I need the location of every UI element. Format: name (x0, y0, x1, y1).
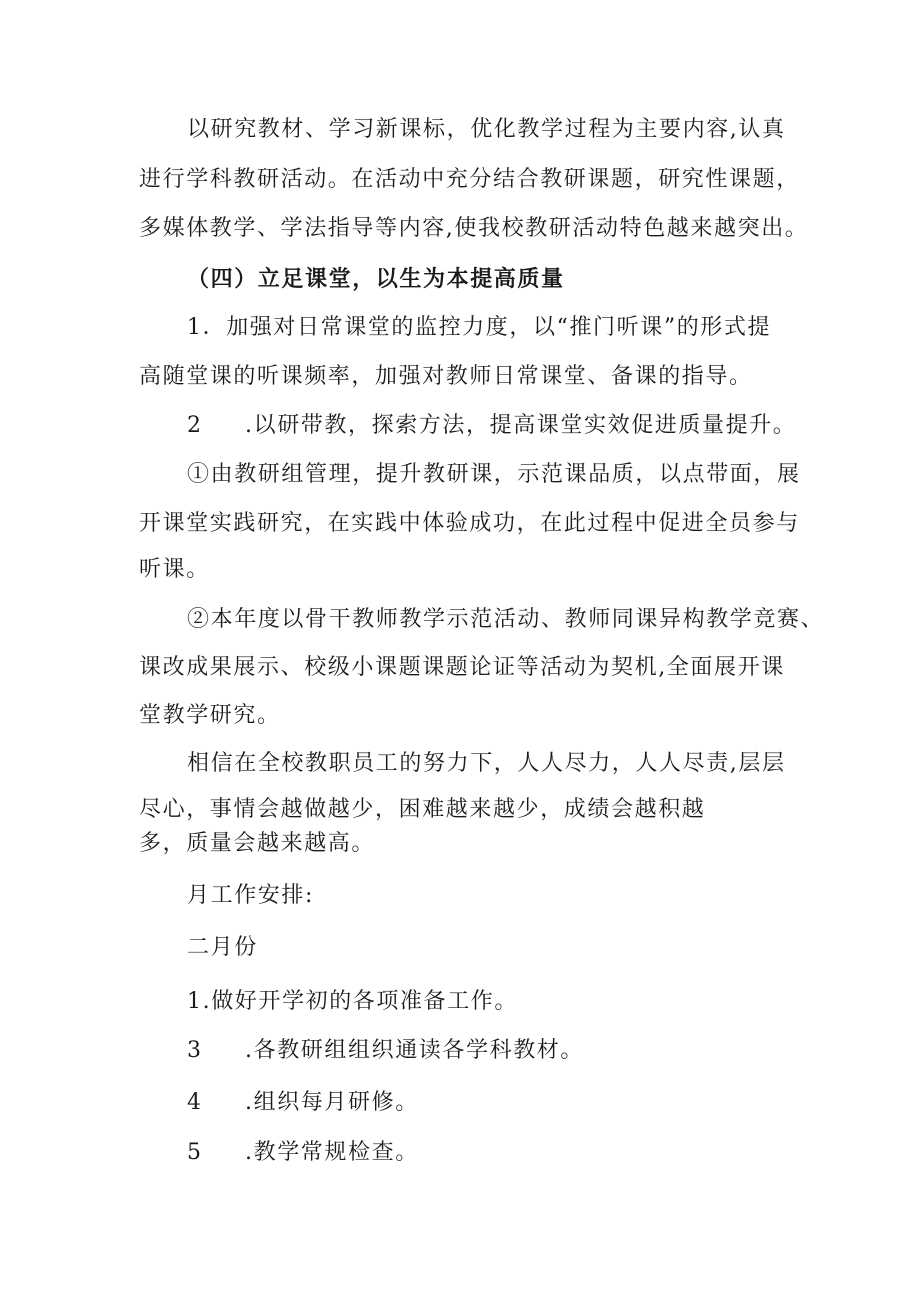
paragraph-line: 开课堂实践研究，在实践中体验成功，在此过程中促进全员参与 (139, 511, 800, 536)
item-text: .教学常规检查。 (245, 1140, 419, 1165)
item-number: 2 (187, 413, 203, 438)
paragraph-line: 以研究教材、学习新课标，优化教学过程为主要内容,认真 (187, 117, 786, 142)
schedule-item (187, 1139, 419, 1167)
paragraph-line: 多，质量会越来越高。 (139, 831, 376, 856)
item-number: 5 (187, 1140, 203, 1165)
paragraph-line: 听课。 (139, 557, 210, 582)
item-text: .以研带教，探索方法，提高课堂实效促进质量提升。 (245, 413, 797, 438)
item-number: 3 (187, 1038, 203, 1063)
paragraph-line: 相信在全校教职员工的努力下，人人尽力，人人尽责,层层 (187, 751, 786, 776)
item-number: 4 (187, 1090, 203, 1115)
section-heading: （四）立足课堂，以生为本提高质量 (187, 266, 565, 292)
schedule-title: 月工作安排: (187, 883, 315, 908)
item-text: .各教研组组织通读各学科教材。 (245, 1038, 584, 1063)
schedule-item (187, 988, 518, 1016)
numbered-item (187, 412, 796, 440)
paragraph-line: 1．加强对日常课堂的监控力度，以“推门听课”的形式提 (187, 315, 772, 340)
paragraph-line: ②本年度以骨干教师教学示范活动、教师同课异构教学竞赛、 (187, 607, 825, 632)
paragraph-line: 多媒体教学、学法指导等内容,使我校教研活动特色越来越突出。 (139, 216, 809, 241)
paragraph-line: 高随堂课的听课频率，加强对教师日常课堂、备课的指导。 (139, 364, 753, 389)
item-text: .组织每月研修。 (245, 1090, 419, 1115)
paragraph-line: 进行学科教研活动。在活动中充分结合教研课题，研究性课题， (139, 167, 800, 192)
item-text: 1.做好开学初的各项准备工作。 (187, 989, 518, 1014)
schedule-month: 二月份 (187, 935, 258, 960)
schedule-item (187, 1089, 419, 1117)
paragraph-line: ①由教研组管理，提升教研课，示范课品质，以点带面，展 (187, 462, 801, 487)
schedule-item (187, 1037, 584, 1065)
paragraph-line: 尽心，事情会越做越少，困难越来越少，成绩会越积越 (139, 797, 706, 822)
paragraph-line: 堂教学研究。 (139, 703, 281, 728)
paragraph-line: 课改成果展示、校级小课题课题论证等活动为契机,全面展开课 (139, 655, 785, 680)
